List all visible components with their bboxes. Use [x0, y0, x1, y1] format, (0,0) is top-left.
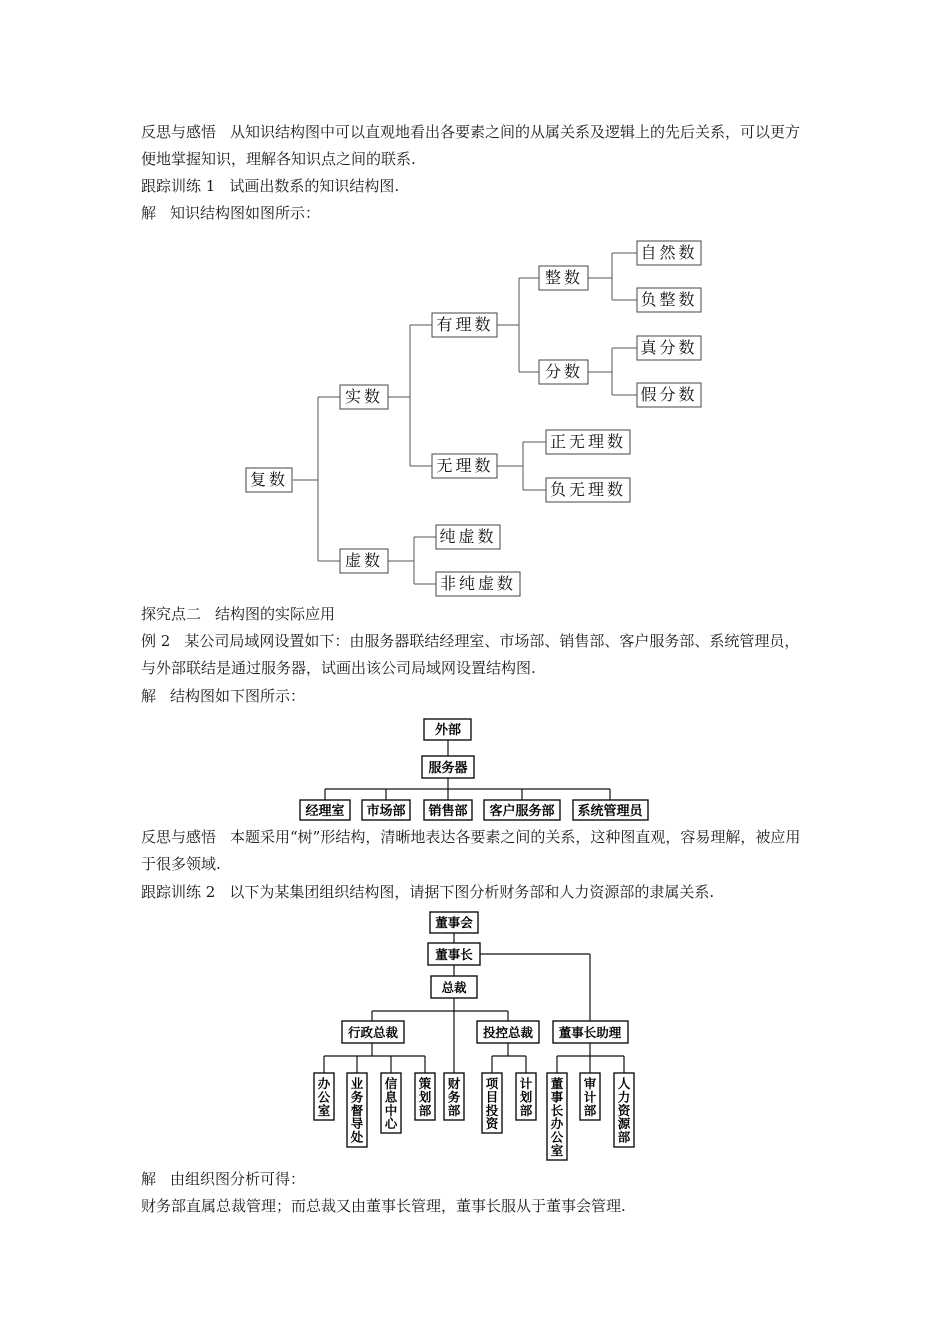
svg-text:计划部: 计划部 — [519, 1076, 533, 1118]
label-solution: 解 — [141, 204, 157, 222]
svg-text:董事长助理: 董事长助理 — [558, 1025, 622, 1040]
node-admin-vp — [342, 1021, 404, 1043]
svg-text:销售部: 销售部 — [428, 804, 468, 819]
svg-text:服务器: 服务器 — [428, 761, 468, 776]
svg-text:董事会: 董事会 — [435, 915, 473, 930]
node-finance — [444, 1073, 464, 1120]
label-example-2: 例 2 — [141, 632, 171, 650]
exercise-1-text: 试画出数系的知识结构图. — [229, 177, 400, 195]
svg-text:系统管理员: 系统管理员 — [577, 804, 643, 819]
svg-text:自然数: 自然数 — [640, 243, 698, 262]
exercise-2-text: 以下为某集团组织结构图，请据下图分析财务部和人力资源部的隶属关系. — [229, 883, 715, 901]
svg-text:投控总裁: 投控总裁 — [482, 1025, 534, 1040]
node-audit — [580, 1073, 600, 1120]
conclusion-paragraph — [141, 1193, 813, 1220]
svg-text:有理数: 有理数 — [436, 315, 494, 334]
svg-text:项目投资: 项目投资 — [485, 1076, 499, 1132]
svg-text:审计部: 审计部 — [583, 1076, 597, 1118]
solution-2-text: 结构图如下图所示： — [170, 687, 306, 705]
label-exercise-1: 跟踪训练 1 — [141, 177, 216, 195]
svg-text:总裁: 总裁 — [441, 980, 467, 995]
svg-text:信息中心: 信息中心 — [384, 1076, 398, 1132]
svg-text:人力资源部: 人力资源部 — [617, 1076, 631, 1145]
conclusion-text: 财务部直属总裁管理；而总裁又由董事长管理，董事长服从于董事会管理. — [141, 1197, 626, 1215]
svg-text:客户服务部: 客户服务部 — [489, 804, 555, 819]
label-exercise-2: 跟踪训练 2 — [141, 883, 216, 901]
svg-text:经理室: 经理室 — [305, 804, 345, 819]
node-chairman-office — [547, 1073, 567, 1160]
svg-text:财务部: 财务部 — [447, 1076, 461, 1118]
svg-text:复数: 复数 — [249, 470, 289, 489]
svg-text:行政总裁: 行政总裁 — [347, 1025, 399, 1040]
svg-text:市场部: 市场部 — [366, 804, 406, 819]
node-hr — [614, 1073, 634, 1147]
svg-text:外部: 外部 — [434, 723, 462, 738]
svg-text:董事长办公室: 董事长办公室 — [550, 1076, 564, 1158]
svg-text:虚数: 虚数 — [344, 551, 384, 570]
svg-text:非纯虚数: 非纯虚数 — [439, 574, 517, 593]
node-president — [431, 976, 477, 998]
label-solution: 解 — [141, 1170, 157, 1188]
reflection-text: 从知识结构图中可以直观地看出各要素之间的从属关系及逻辑上的先后关系，可以更方便地掌握知识，理解各知识点之间的联系. — [141, 123, 801, 168]
svg-text:负无理数: 负无理数 — [549, 480, 627, 499]
node-invest-vp — [477, 1021, 539, 1043]
svg-text:办公室: 办公室 — [317, 1076, 331, 1118]
solution-3-paragraph — [141, 1166, 813, 1193]
svg-text:实数: 实数 — [344, 387, 384, 406]
node-board — [430, 912, 478, 933]
label-solution: 解 — [141, 687, 157, 705]
node-info-center — [381, 1073, 401, 1133]
section-title: 结构图的实际应用 — [215, 605, 336, 623]
solution-1-text: 知识结构图如图所示： — [170, 204, 321, 222]
svg-text:策划部: 策划部 — [418, 1076, 432, 1118]
svg-text:业务督导处: 业务督导处 — [350, 1076, 364, 1145]
svg-text:假分数: 假分数 — [640, 385, 698, 404]
svg-text:整数: 整数 — [544, 268, 584, 287]
reflection-2-text: 本题采用“树”形结构，清晰地表达各要素之间的关系，这种图直观，容易理解，被应用于很多领域. — [141, 828, 801, 873]
svg-text:无理数: 无理数 — [436, 456, 494, 475]
node-office — [314, 1073, 334, 1120]
solution-3-text: 由组织图分析可得： — [170, 1170, 306, 1188]
svg-text:分数: 分数 — [544, 362, 584, 381]
svg-text:纯虚数: 纯虚数 — [439, 527, 497, 546]
svg-text:负整数: 负整数 — [640, 290, 698, 309]
label-reflection: 反思与感悟 — [141, 123, 217, 141]
svg-text:真分数: 真分数 — [640, 338, 698, 357]
example-2-text: 某公司局域网设置如下：由服务器联结经理室、市场部、销售部、客户服务部、系统管理员，与外部联结是通过服务器，试画出该公司局域网设置结构图. — [141, 632, 800, 677]
node-supervision — [347, 1073, 367, 1147]
label-section: 探究点二 — [141, 605, 202, 623]
node-chairman — [428, 943, 480, 965]
node-plan-dept — [516, 1073, 536, 1120]
svg-text:正无理数: 正无理数 — [549, 432, 627, 451]
node-planning — [415, 1073, 435, 1120]
label-reflection: 反思与感悟 — [141, 828, 217, 846]
node-chairman-assistant — [553, 1021, 628, 1043]
svg-text:董事长: 董事长 — [435, 947, 473, 962]
node-project-investment — [482, 1073, 502, 1133]
